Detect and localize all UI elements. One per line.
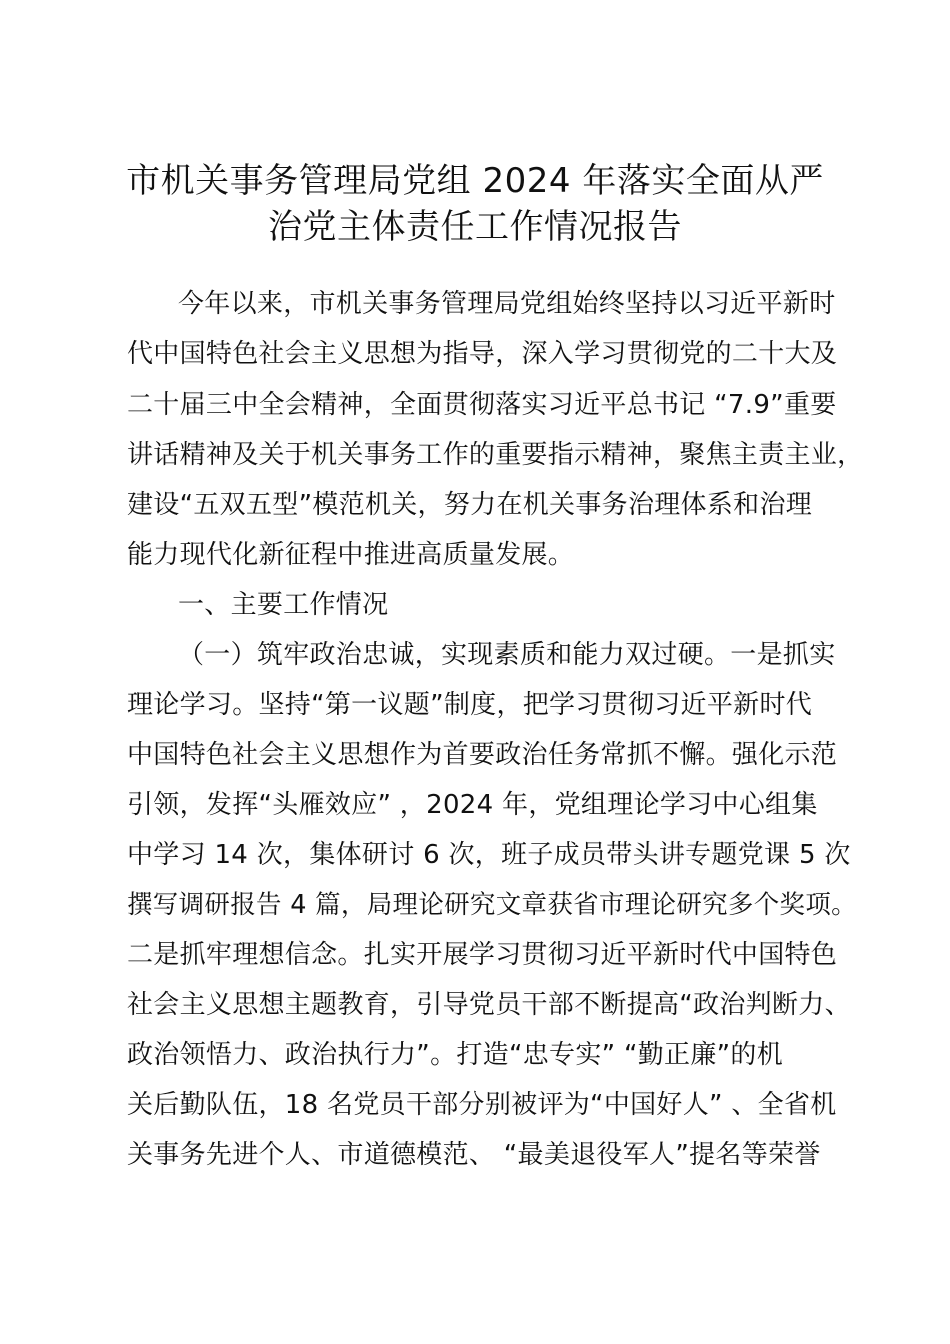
body-line: 关后勤队伍，18 名党员干部分别被评为“中国好人” 、全省机 xyxy=(127,1090,837,1120)
body-line: 政治领悟力、政治执行力”。打造“忠专实” “勤正廉”的机 xyxy=(127,1040,784,1070)
document-title-line-2: 治党主体责任工作情况报告 xyxy=(268,207,682,247)
body-line: 二十届三中全会精神，全面贯彻落实习近平总书记 “7.9”重要 xyxy=(127,390,837,420)
body-line: 今年以来，市机关事务管理局党组始终坚持以习近平新时 xyxy=(178,289,836,319)
body-line: 建设“五双五型”模范机关，努力在机关事务治理体系和治理 xyxy=(127,490,813,520)
body-line: 讲话精神及关于机关事务工作的重要指示精神，聚焦主责主业， xyxy=(127,440,864,470)
body-line: 理论学习。坚持“第一议题”制度，把学习贯彻习近平新时代 xyxy=(127,690,813,720)
body-line: 关事务先进个人、市道德模范、 “最美退役军人”提名等荣誉 xyxy=(127,1140,821,1170)
body-line: 能力现代化新征程中推进高质量发展。 xyxy=(127,540,575,570)
section-heading: 一、主要工作情况 xyxy=(178,590,389,620)
body-line: 社会主义思想主题教育，引导党员干部不断提高“政治判断力、 xyxy=(127,990,851,1020)
body-line: 中国特色社会主义思想作为首要政治任务常抓不懈。强化示范 xyxy=(127,740,838,770)
body-line: 撰写调研报告 4 篇，局理论研究文章获省市理论研究多个奖项。 xyxy=(127,890,857,920)
body-line: 代中国特色社会主义思想为指导，深入学习贯彻党的二十大及 xyxy=(127,339,838,369)
body-line: 二是抓牢理想信念。扎实开展学习贯彻习近平新时代中国特色 xyxy=(127,940,838,970)
body-line: （一）筑牢政治忠诚，实现素质和能力双过硬。一是抓实 xyxy=(178,640,836,670)
document-title-line-1: 市机关事务管理局党组 2024 年落实全面从严 xyxy=(126,161,824,201)
body-line: 中学习 14 次，集体研讨 6 次，班子成员带头讲专题党课 5 次 xyxy=(127,840,851,870)
body-line: 引领，发挥“头雁效应” ，2024 年，党组理论学习中心组集 xyxy=(127,790,818,820)
